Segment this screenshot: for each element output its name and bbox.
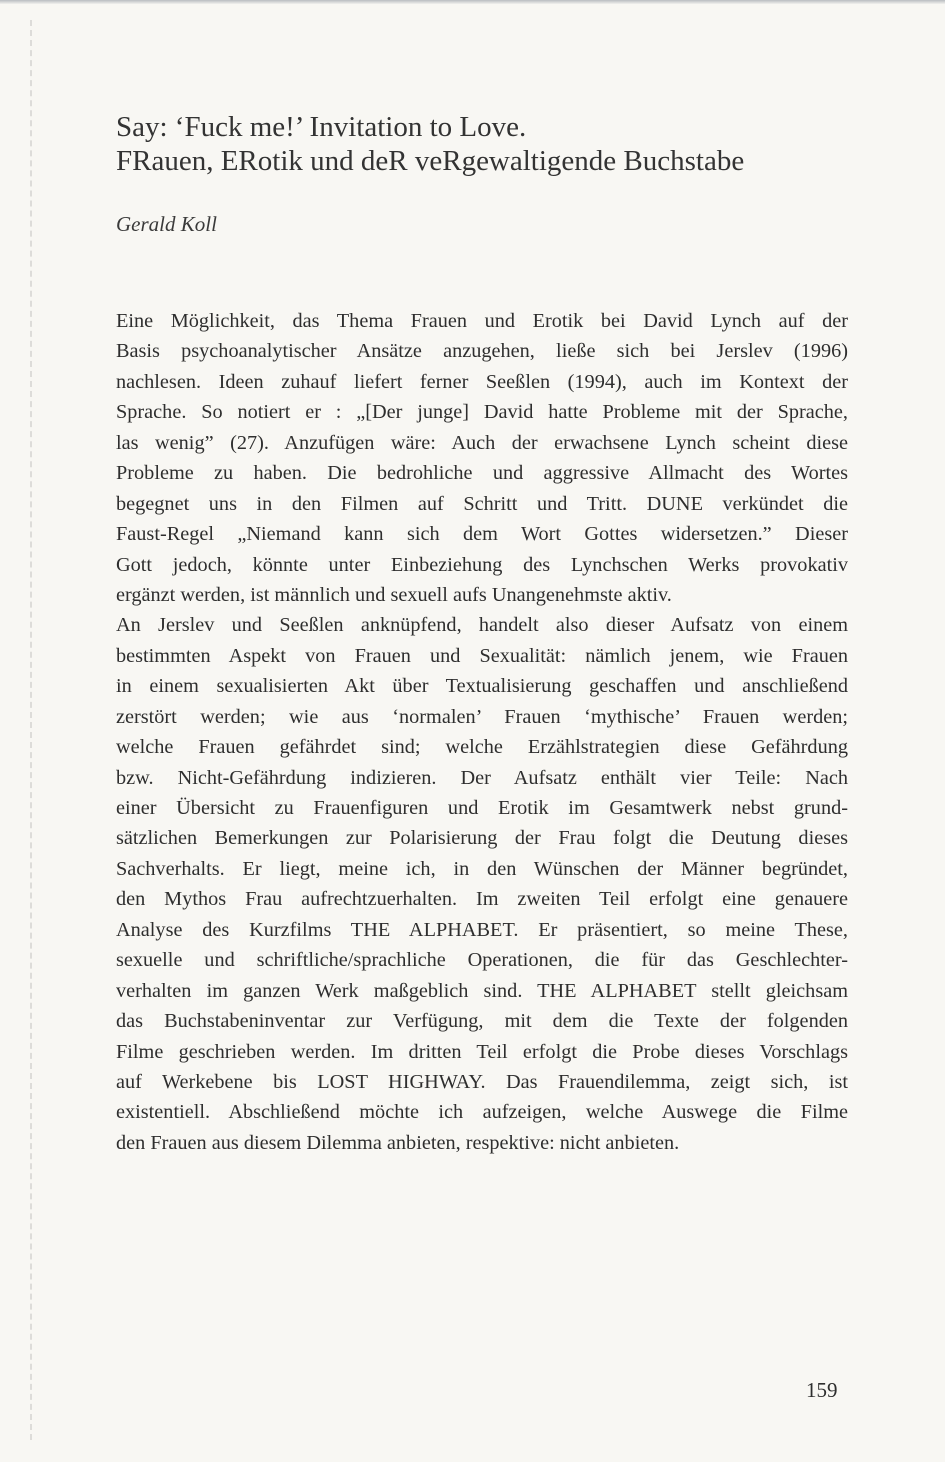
article-body — [116, 306, 848, 1158]
binding-margin — [30, 20, 32, 1440]
body-text-line: Sprache. So notiert er : „[Der junge] David hatte Probleme mit der Sprache, — [116, 401, 848, 424]
body-text-line: Probleme zu haben. Die bedrohliche und aggressive Allmacht des Wortes — [116, 462, 848, 485]
body-text-line: las wenig” (27). Anzufügen wäre: Auch der erwachsene Lynch scheint diese — [116, 431, 848, 454]
body-text-line: sätzlichen Bemerkungen zur Polarisierung der Frau folgt die Deutung dieses — [116, 827, 848, 850]
page-top-edge — [0, 0, 945, 4]
body-text-line: verhalten im ganzen Werk maßgeblich sind. THE ALPHABET stellt gleichsam — [116, 979, 848, 1002]
body-text-line: auf Werkebene bis LOST HIGHWAY. Das Frauendilemma, zeigt sich, ist — [116, 1070, 848, 1093]
body-text-line: nachlesen. Ideen zuhauf liefert ferner Seeßlen (1994), auch im Kontext der — [116, 370, 848, 393]
body-text-line: das Buchstabeninventar zur Verfügung, mit dem die Texte der folgenden — [116, 1010, 848, 1033]
body-text-line: An Jerslev und Seeßlen anknüpfend, handelt also dieser Aufsatz von einem — [116, 614, 848, 637]
title-line: Say: ‘Fuck me!’ Invitation to Love. — [116, 111, 527, 143]
body-text-line: ergänzt werden, ist männlich und sexuell aufs Unangenehmste aktiv. — [116, 583, 672, 606]
body-text-line: begegnet uns in den Filmen auf Schritt und Tritt. DUNE verkündet die — [116, 492, 848, 515]
body-text-line: existentiell. Abschließend möchte ich aufzeigen, welche Auswege die Filme — [116, 1101, 848, 1124]
body-text-line: bestimmten Aspekt von Frauen und Sexualität: nämlich jenem, wie Frauen — [116, 644, 848, 667]
body-text-line: Basis psychoanalytischer Ansätze anzugehen, ließe sich bei Jerslev (1996) — [116, 340, 848, 363]
body-text-line: welche Frauen gefährdet sind; welche Erzählstrategien diese Gefährdung — [116, 736, 848, 759]
body-text-line: den Frauen aus diesem Dilemma anbieten, respektive: nicht anbieten. — [116, 1131, 680, 1154]
body-text-line: Filme geschrieben werden. Im dritten Teil erfolgt die Probe dieses Vorschlags — [116, 1040, 848, 1063]
body-text-line: Gott jedoch, könnte unter Einbeziehung des Lynchschen Werks provokativ — [116, 553, 848, 576]
body-text-line: bzw. Nicht-Gefährdung indizieren. Der Aufsatz enthält vier Teile: Nach — [116, 766, 848, 789]
page-number: 159 — [806, 1378, 838, 1402]
body-text-line: in einem sexualisierten Akt über Textualisierung geschaffen und anschließend — [116, 675, 848, 698]
body-text-line: einer Übersicht zu Frauenfiguren und Erotik im Gesamtwerk nebst grund- — [116, 797, 848, 819]
body-text-line: sexuelle und schriftliche/sprachliche Operationen, die für das Geschlechter- — [116, 949, 848, 972]
author-name: Gerald Koll — [116, 212, 217, 236]
body-text-line: Analyse des Kurzfilms THE ALPHABET. Er präsentiert, so meine These, — [116, 918, 848, 941]
body-text-line: Faust-Regel „Niemand kann sich dem Wort Gottes widersetzen.” Dieser — [116, 523, 848, 546]
body-text-line: den Mythos Frau aufrechtzuerhalten. Im zweiten Teil erfolgt eine genauere — [116, 888, 848, 911]
article-title — [116, 110, 744, 178]
body-text-line: Eine Möglichkeit, das Thema Frauen und Erotik bei David Lynch auf der — [116, 310, 848, 332]
body-text-line: Sachverhalts. Er liegt, meine ich, in den Wünschen der Männer begründet, — [116, 857, 848, 880]
subtitle-line: FRauen, ERotik und deR veRgewaltigende Buchstabe — [116, 145, 745, 177]
body-text-line: zerstört werden; wie aus ‘normalen’ Frauen ‘mythische’ Frauen werden; — [116, 705, 848, 728]
